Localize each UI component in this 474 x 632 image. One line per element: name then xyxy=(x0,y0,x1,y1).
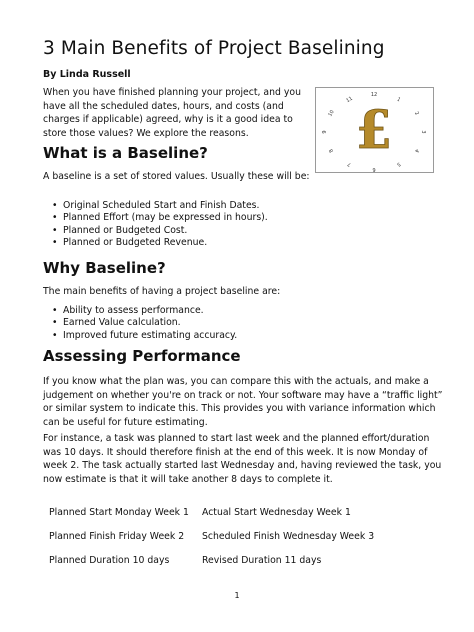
clock-numeral: 9 xyxy=(322,130,328,134)
clock-numeral: 4 xyxy=(413,147,420,154)
heading-why-baseline: Why Baseline? xyxy=(43,259,166,277)
heading-what-is-baseline: What is a Baseline? xyxy=(43,144,208,162)
why-baseline-intro: The main benefits of having a project baseline are: xyxy=(43,286,281,297)
intro-paragraph: When you have finished planning your project, and you have all the scheduled dates, hours, and costs (and charges if applicable) agreed, why is it a good idea to store those values? We explore the reasons. xyxy=(43,87,301,139)
list-item: • Ability to assess performance. xyxy=(52,305,237,317)
clock-numeral: 1 xyxy=(395,96,402,104)
plan-vs-actual-table xyxy=(49,500,382,572)
clock-numeral: 5 xyxy=(395,160,402,168)
baseline-values-list xyxy=(52,200,268,250)
list-item: • Earned Value calculation. xyxy=(52,317,237,329)
table-cell: Planned Finish Friday Week 2 xyxy=(49,530,185,542)
list-item: • Planned Effort (may be expressed in hours). xyxy=(52,212,268,224)
pound-clock-illustration xyxy=(315,87,434,173)
table-row xyxy=(49,548,382,572)
assessing-paragraph-1: If you know what the plan was, you can compare this with the actuals, and make a judgement on whether you're on track or not. Your software may have a “traffic light” or similar system to indicate this. This provides you with variance information which can be useful for future estimating. xyxy=(43,376,443,428)
heading-assessing-performance: Assessing Performance xyxy=(43,347,241,365)
clock-numeral: 12 xyxy=(370,92,378,98)
table-row xyxy=(49,500,382,524)
author-byline: By Linda Russell xyxy=(43,69,131,80)
list-item: • Planned or Budgeted Cost. xyxy=(52,225,268,237)
clock-numeral: 8 xyxy=(328,147,335,154)
table-cell: Revised Duration 11 days xyxy=(202,554,322,566)
clock-numeral: 2 xyxy=(413,110,420,117)
clock-numeral: 7 xyxy=(346,160,353,168)
list-item: • Original Scheduled Start and Finish Dates. xyxy=(52,200,268,212)
document-title: 3 Main Benefits of Project Baselining xyxy=(43,38,385,59)
list-item: • Improved future estimating accuracy. xyxy=(52,330,237,342)
assessing-paragraph-2: For instance, a task was planned to start last week and the planned effort/duration was 10 days. It should therefore finish at the end of this week. It is now Monday of week 2. The task actually started last Wednesday and, having reviewed the task, you now estimate is that it will take another 8 days to complete it. xyxy=(43,433,442,485)
clock-numeral: 11 xyxy=(345,95,354,105)
baseline-definition: A baseline is a set of stored values. Usually these will be: xyxy=(43,171,310,182)
table-cell: Actual Start Wednesday Week 1 xyxy=(202,506,351,518)
page-number: 1 xyxy=(234,591,240,600)
clock-numeral: 10 xyxy=(327,109,336,118)
pound-sign-clock-icon xyxy=(316,88,433,172)
table-cell: Planned Duration 10 days xyxy=(49,554,170,566)
table-cell: Planned Start Monday Week 1 xyxy=(49,506,189,518)
table-row xyxy=(49,524,382,548)
clock-numeral: 6 xyxy=(372,166,376,172)
pound-sign-glyph: £ xyxy=(355,100,393,161)
clock-numeral: 3 xyxy=(420,130,426,134)
benefits-list xyxy=(52,305,237,342)
list-item: • Planned or Budgeted Revenue. xyxy=(52,237,268,249)
table-cell: Scheduled Finish Wednesday Week 3 xyxy=(202,530,375,542)
